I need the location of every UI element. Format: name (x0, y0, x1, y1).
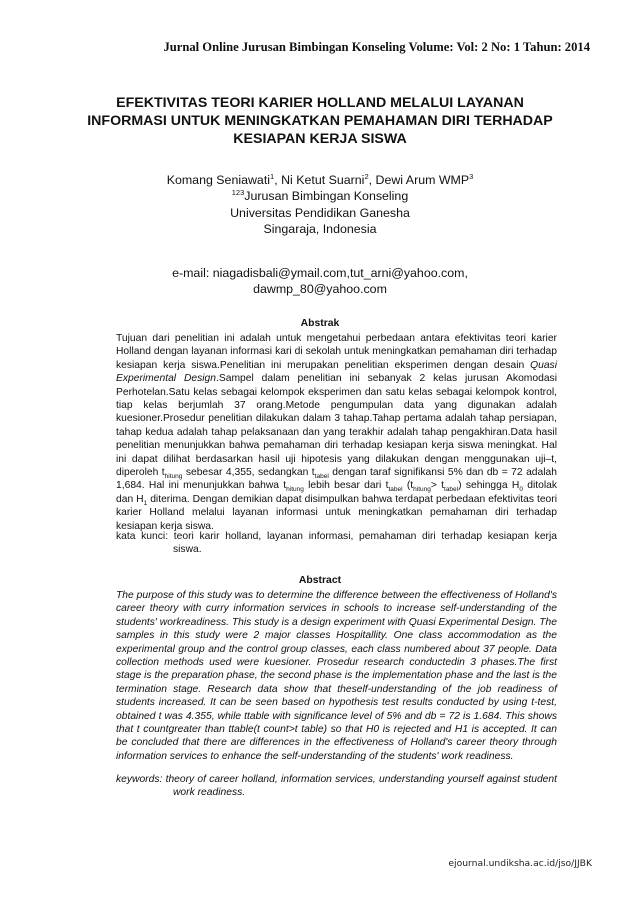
abstrak-text: sebesar 4,355, sedangkan t (182, 467, 315, 479)
abstrak-text: ) sehingga H (458, 480, 520, 492)
kata-kunci: kata kunci: teori karir holland, layanan informasi, pemahaman diri terhadap kesiapan kerja siswa. (116, 531, 557, 556)
subscript-tabel: tabel (314, 473, 329, 481)
author-3: Dewi Arum WMP (375, 173, 470, 187)
department: Jurusan Bimbingan Konseling (244, 189, 409, 204)
abstrak-text: lebih besar dari t (303, 480, 389, 492)
author-3-sup: 3 (469, 171, 474, 181)
abstrak-text: dengan taraf signifikansi 5% dan db = 72 adalah 1,684. Hal ini menunjukkan bahwa t (116, 467, 557, 492)
paper-title (40, 94, 600, 148)
abstrak-text: > t (430, 480, 445, 492)
abstract-body: The purpose of this study was to determine the difference between the effectiveness of Holland's career theory with curry information services in schools to increase self-understanding of the students' workreadiness. This study is a design experiment with Quasi Experimental Design. The samples in this study were 2 major classes Hospitallity. One class accommodation as the experimental group and the control group classes, each class numbered about 37 people. Data collection methods used were kuesioner. Prosedur research conductedin 3 phases.The first stage is the preparation phase, the second phase is the implementation phase and the last is the termination stage. Research data show that theself-understanding of the job readiness of students increased. It can be seen based on hypothesis test results conducted by using t-test, obtained t was 4.355, while ttable with significance level of 5% and db = 72 is 1.684. This shows that t countgreater than ttable(t count>t table) so that H0 is rejected and H1 is accepted. It can be concluded that there are differences in the effectiveness of Holland's career theory through information services to enhance the self-understanding of the students' work readiness. (116, 590, 557, 762)
abstrak-text: ditolak dan H (116, 480, 557, 505)
abstrak-body (116, 332, 557, 533)
abstrak-design-term: Quasi Experimental Design (116, 359, 557, 385)
title-line-3: KESIAPAN KERJA SISWA (233, 131, 407, 147)
author-2-sup: 2 (364, 171, 369, 181)
abstract-heading: Abstract (298, 575, 342, 586)
keywords: keywords: theory of career holland, information services, understanding yourself against student work readiness. (116, 774, 557, 799)
abstrak-text: .Sampel dalam penelitian ini sebanyak 2 kelas jurusan Akomodasi Perhotelan.Satu kelas sebagai kelompok eksperimen dan satu kelas sebagai kelompok kontrol, tiap kelas berjumlah 37 orang.Metode pengumpulan data yang digunakan adalah kuesioner.Prosedur penelitian dilakukan dalam 3 tahap.Tahap pertama adalah tahap persiapan, tahap kedua adalah tahap pelaksanaan dan yang terakhir adalah tahap pengakhiran.Data hasil penelitian menunjukkan bahwa pemahaman diri terhadap kesiapan kerja siswa meningkat. Hal ini dapat dilihat berdasarkan hasil uji hipotesis yang dilakukan dengan menggunakan uji–t, diperoleh t (116, 373, 557, 479)
author-block (60, 172, 580, 238)
affiliation-city: Singaraja, Indonesia (263, 222, 377, 237)
abstrak-text: Tujuan dari penelitian ini adalah untuk mengetahui perbedaan antara efektivitas teori karier Holland dengan layanan informasi kari di sekolah untuk meningkatkan pemahaman diri terhadap kesiapan kerja siswa.Penelitian ini merupakan penelitian eksperimen dengan desain (116, 333, 557, 371)
subscript-hitung: hitung (413, 486, 431, 494)
abstrak-heading: Abstrak (300, 318, 340, 329)
author-names (60, 172, 580, 188)
subscript-hitung: hitung (164, 473, 183, 481)
affiliation-sup: 123 (231, 188, 245, 198)
author-1-sup: 1 (270, 171, 275, 181)
journal-header: Jurnal Online Jurusan Bimbingan Konseling Volume: Vol: 2 No: 1 Tahun: 2014 (163, 40, 590, 54)
affiliation-dept (60, 188, 580, 204)
email-line-2: dawmp_80@yahoo.com (253, 282, 387, 297)
author-1: Komang Seniawati (166, 173, 271, 187)
subscript-tabel: tabel (444, 486, 459, 494)
subscript-1: 1 (143, 499, 148, 507)
email-line-1: e-mail: niagadisbali@ymail.com,tut_arni@yahoo.com, (172, 266, 468, 280)
abstrak-text: (t (402, 480, 414, 492)
subscript-hitung: hitung (286, 486, 304, 494)
author-2: Ni Ketut Suarni (281, 173, 365, 187)
subscript-tabel: tabel (388, 486, 403, 494)
title-line-1: EFEKTIVITAS TEORI KARIER HOLLAND MELALUI LAYANAN (116, 95, 524, 111)
author-sep: , (368, 173, 376, 187)
abstrak-text: diterima. Dengan demikian dapat disimpulkan bahwa terdapat perbedaan efektivitas teori karier Holland melalui layanan informasi untuk meningkatkan pemahaman diri terhadap kesiapan kerja siswa. (116, 493, 557, 532)
title-line-2: INFORMASI UNTUK MENINGKATKAN PEMAHAMAN DIRI TERHADAP (87, 113, 553, 129)
author-sep: , (274, 173, 282, 187)
footer-url: ejournal.undiksha.ac.id/jso/JJBK (448, 858, 592, 869)
affiliation-university: Universitas Pendidikan Ganesha (230, 205, 410, 220)
subscript-0: 0 (519, 486, 523, 494)
email-block (40, 265, 600, 298)
